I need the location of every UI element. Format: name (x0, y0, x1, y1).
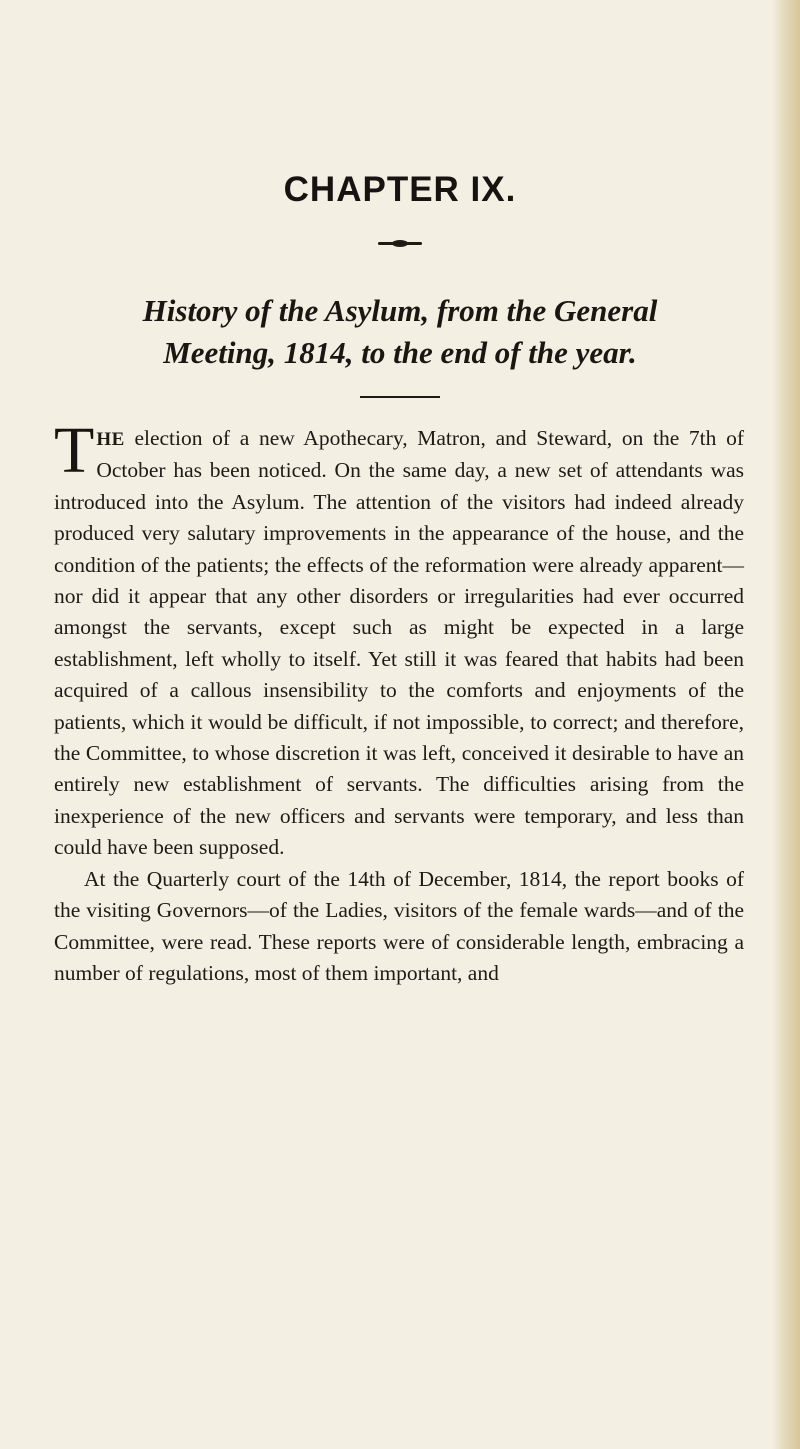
paragraph-1 (54, 414, 744, 864)
separator-rule (360, 396, 440, 398)
ornament-divider (378, 242, 422, 245)
drop-cap-continuation: HE (96, 429, 125, 450)
body-text (54, 414, 744, 989)
chapter-subtitle: History of the Asylum, from the General Meeting, 1814, to the end of the year. (142, 293, 658, 370)
chapter-heading: CHAPTER IX. (283, 170, 517, 209)
page-edge-shadow (772, 0, 800, 1449)
paragraph-1-text: election of a new Apothecary, Matron, and Steward, on the 7th of October has been noticed. On the same day, a new set of attendants was introduced into the Asylum. The attention of the visitors had indeed already produced very salutary improvements in the appearance of the house, and the condition of the patients; the effects of the reformation were already apparent—nor did it appear that any other disorders or irregularities had ever occurred amongst the servants, except such as might be expected in a large establishment, left wholly to itself. Yet still it was feared that habits had been acquired of a callous insensibility to the comforts and enjoyments of the patients, which it would be difficult, if not impossible, to correct; and therefore, the Committee, to whose discretion it was left, conceived it desirable to have an entirely new establishment of servants. The difficulties arising from the inexperience of the new officers and servants were temporary, and less than could have been supposed. (54, 426, 744, 860)
paragraph-2: At the Quarterly court of the 14th of December, 1814, the report books of the visiting Governors—of the Ladies, visitors of the female wards—and of the Committee, were read. These reports were of considerable length, embracing a number of regulations, most of them important, and (54, 866, 744, 985)
drop-cap: T (54, 414, 95, 487)
